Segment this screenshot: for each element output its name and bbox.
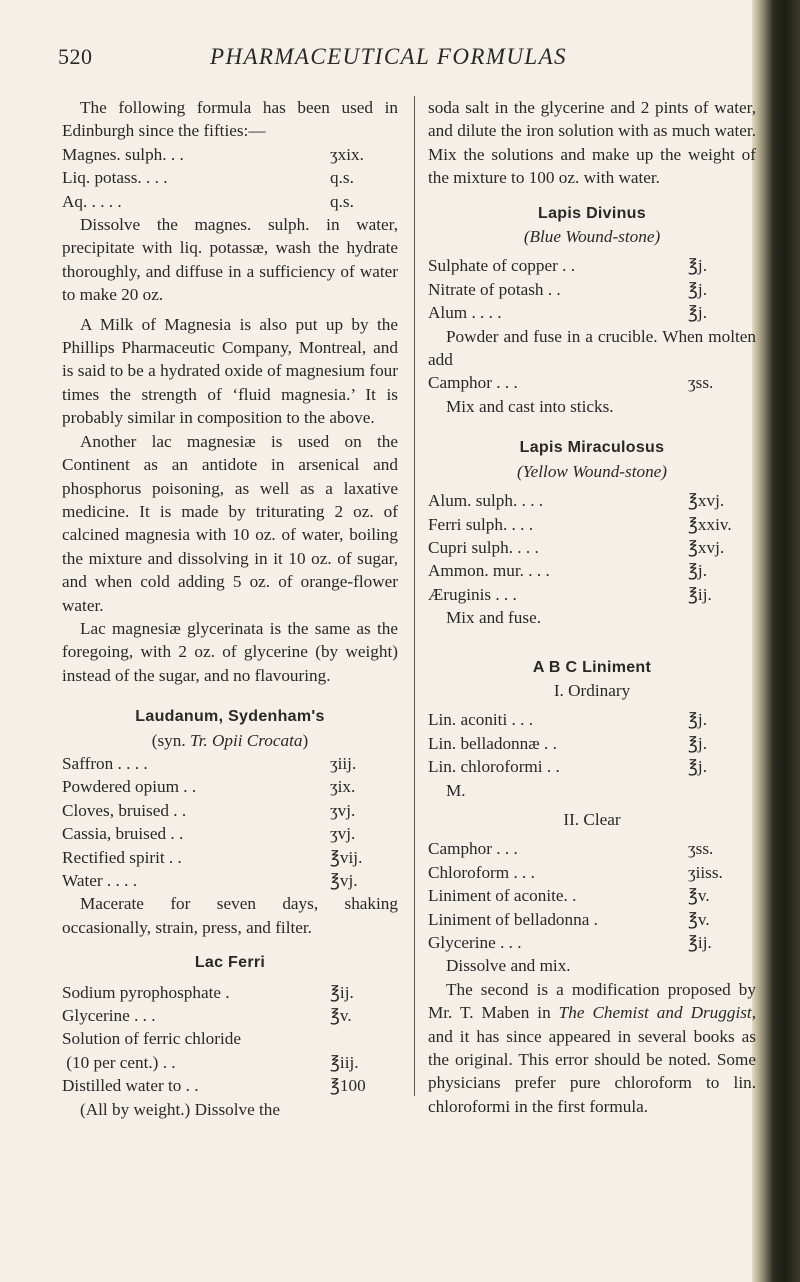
lac-ferri-formula xyxy=(62,981,398,1098)
page-binding-edge xyxy=(752,0,800,1282)
lapis-divinus-directions: Powder and fuse in a crucible. When molten add xyxy=(428,326,756,370)
abc-part-ordinary: I. Ordinary xyxy=(553,680,631,700)
page-header xyxy=(58,44,678,84)
column-divider xyxy=(414,96,415,1096)
formula-row: Glycerine . . . ℥ij. xyxy=(428,933,712,952)
abc-clear-formula xyxy=(428,837,756,954)
formula-row: Sodium pyrophosphate . ℥ij. xyxy=(62,982,354,1002)
abc-liniment-heading: A B C Liniment xyxy=(532,658,652,676)
lac-magnesiae-paragraph: Another lac magnesiæ is used on the Continent as an antidote in arsenical and phosphorus poisoning, as well as a laxative medicine. It is made by triturating 2 oz. of calcined magnesia with 10 oz. of water, boiling the mixture and dissolving in it 10 oz. of sugar, and when cold adding 5 oz. of orange-flower water. xyxy=(62,431,398,615)
formula-row: Nitrate of potash . . ℥j. xyxy=(428,279,708,299)
lac-ferri-directions-start: (All by weight.) Dissolve the xyxy=(80,1099,281,1119)
milk-of-magnesia-paragraph: A Milk of Magnesia is also put up by the Phillips Pharmaceutic Company, Montreal, and is said to be a hydrated oxide of magnesium four times the strength of ‘fluid magnesia.’ It is probably similar in composition to the above. xyxy=(62,314,398,428)
formula-row: Powdered opium . . ʒix. xyxy=(62,777,356,797)
running-head: PHARMACEUTICAL FORMULAS xyxy=(210,44,567,69)
formula-row: Chloroform . . . ʒiiss. xyxy=(428,862,723,882)
glycerinata-paragraph: Lac magnesiæ glycerinata is the same as the foregoing, with 2 oz. of glycerine (by weight) instead of the sugar, and no flavouring. xyxy=(62,618,398,685)
formula-row: Glycerine . . . ℥v. xyxy=(62,1006,352,1026)
magnesia-formula xyxy=(62,143,398,213)
formula-row: Alum. sulph. . . . ℥xvj. xyxy=(428,491,725,511)
page-number: 520 xyxy=(58,44,93,69)
formula-row: Lin. chloroformi . . ℥j. xyxy=(428,757,708,777)
formula-row: Saffron . . . . ʒiij. xyxy=(62,753,357,773)
lapis-miraculosus-subtitle: (Yellow Wound-stone) xyxy=(516,461,668,481)
right-column xyxy=(428,96,756,1118)
lac-ferri-heading: Lac Ferri xyxy=(194,954,266,972)
lapis-miraculosus-tail: Mix and fuse. xyxy=(446,608,541,628)
formula-row: Camphor . . . ʒss. xyxy=(428,373,714,393)
abc-misce: M. xyxy=(446,780,466,800)
dissolve-paragraph: Dissolve the magnes. sulph. in water, precipitate with liq. potassæ, wash the hydrate thoroughly, and diffuse in a sufficiency of water to make 20 oz. xyxy=(62,215,398,305)
formula-row: Magnes. sulph. . . ʒxix. xyxy=(62,144,364,164)
formula-row: Camphor . . . ʒss. xyxy=(428,839,714,859)
abc-tail: Dissolve and mix. xyxy=(446,956,571,976)
formula-row: Ammon. mur. . . . ℥j. xyxy=(428,561,708,581)
soda-paragraph: soda salt in the glycerine and 2 pints of water, and dilute the iron solution with as much water. Mix the solutions and make up the weight of the mixture to 100 oz. with water. xyxy=(428,98,756,188)
formula-row: Lin. belladonnæ . . ℥j. xyxy=(428,733,708,753)
formula-line: Solution of ferric chloride xyxy=(62,1029,241,1049)
lapis-divinus-heading: Lapis Divinus xyxy=(538,204,646,222)
second-formula-note: The second is a modification proposed by Mr. T. Maben in The Chemist and Druggist, and it has since appeared in several books as the original. This error should be noted. Some physicians prefer pure chloroform to lin. chloroformi in the first formula. xyxy=(428,979,756,1116)
formula-row: Rectified spirit . . ℥vij. xyxy=(62,847,363,867)
formula-row: Ferri sulph. . . . ℥xxiv. xyxy=(428,514,732,534)
laudanum-synonym: (syn. Tr. Opii Crocata) xyxy=(151,730,309,750)
intro-paragraph: The following formula has been used in Edinburgh since the fifties:— xyxy=(62,98,398,141)
lapis-divinus-formula xyxy=(428,254,756,324)
lapis-miraculosus-heading: Lapis Miraculosus xyxy=(519,439,665,457)
formula-row: Liq. potass. . . . q.s. xyxy=(62,168,354,188)
laudanum-directions: Macerate for seven days, shaking occasionally, strain, press, and filter. xyxy=(62,894,398,937)
laudanum-heading: Laudanum, Sydenham's xyxy=(135,708,325,726)
formula-row: Æruginis . . . ℥ij. xyxy=(428,584,712,604)
left-column xyxy=(62,96,398,1121)
formula-row: Liniment of belladonna . ℥v. xyxy=(428,909,710,929)
lapis-miraculosus-formula xyxy=(428,489,756,606)
formula-row: (10 per cent.) . . ℥iij. xyxy=(66,1052,359,1072)
lapis-divinus-subtitle: (Blue Wound-stone) xyxy=(523,227,661,247)
formula-row: Cassia, bruised . . ʒvj. xyxy=(62,824,356,844)
formula-row: Alum . . . . ℥j. xyxy=(428,303,708,323)
formula-row: Cloves, bruised . . ʒvj. xyxy=(62,800,356,820)
formula-row: Lin. aconiti . . . ℥j. xyxy=(428,710,708,730)
formula-row: Water . . . . ℥vj. xyxy=(62,871,358,890)
formula-row: Distilled water to . . ℥100 xyxy=(62,1076,366,1096)
lapis-divinus-tail: Mix and cast into sticks. xyxy=(446,396,614,416)
formula-row: Aq. . . . . q.s. xyxy=(62,191,354,211)
formula-row: Liniment of aconite. . ℥v. xyxy=(428,886,710,906)
formula-row: Sulphate of copper . . ℥j. xyxy=(428,256,708,276)
formula-row: Cupri sulph. . . . ℥xvj. xyxy=(428,537,725,557)
abc-ordinary-formula xyxy=(428,708,756,778)
abc-part-clear: II. Clear xyxy=(563,809,621,829)
laudanum-formula xyxy=(62,752,398,892)
